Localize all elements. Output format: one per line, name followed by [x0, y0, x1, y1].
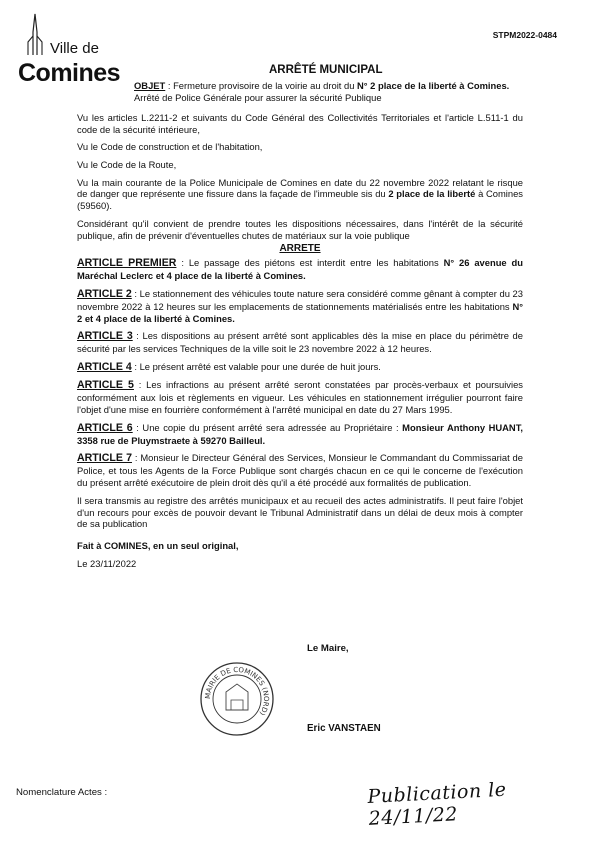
article-6-bold: Monsieur Anthony HUANT, 3358 rue de Pluymstraete à 59270 Bailleul.	[77, 421, 523, 446]
article-6	[77, 422, 523, 447]
vu4-end: à Comines (59560).	[77, 188, 523, 212]
city-logo	[18, 12, 128, 87]
article-1-label: ARTICLE PREMIER	[77, 257, 177, 270]
vu4-bold: 2 place de la liberté	[388, 188, 476, 200]
nomenclature-label: Nomenclature Actes :	[16, 787, 108, 798]
vu-paragraph-4	[77, 177, 523, 213]
article-6-text: : Une copie du présent arrêté sera adressée au Propriétaire :	[132, 421, 403, 433]
article-1-bold: N° 26 avenue du Maréchal Leclerc et 4 place de la liberté à Comines.	[77, 257, 523, 282]
document-date: Le 23/11/2022	[77, 557, 137, 569]
article-4-label: ARTICLE 4	[77, 360, 132, 373]
document-title: ARRÊTÉ MUNICIPAL	[269, 64, 383, 76]
article-1-text: : Le passage des piétons est interdit entre les habitations	[176, 257, 444, 269]
article-3-text: : Les dispositions au présent arrêté sont applicables dès la mise en place du périmètre de sécurité par les services Techniques de la ville soit le 23 novembre 2022 à 12 heures.	[77, 330, 523, 355]
article-7	[77, 452, 523, 489]
article-7-label: ARTICLE 7	[77, 452, 132, 465]
objet-bold: N° 2 place de la liberté à Comines.	[357, 80, 510, 91]
transmission-paragraph: Il sera transmis au registre des arrêtés municipaux et au recueil des actes administratifs. Il peut faire l'objet d'un recours pour excès de pouvoir devant le Tribunal Administratif dans un délai de deux mois à compter de sa publication	[77, 494, 523, 530]
article-5-label: ARTICLE 5	[77, 379, 134, 392]
handwritten-publication-note: Publication le 24/11/22	[367, 778, 508, 830]
reference-number: STPM2022-0484	[492, 30, 557, 40]
considerant-paragraph: Considérant qu'il convient de prendre toutes les dispositions nécessaires, dans l'intérêt de la sécurité publique, afin de prévenir d'éventuelles chutes de matériaux sur la voie publique	[77, 217, 523, 241]
document-body	[77, 80, 523, 576]
article-5	[77, 379, 523, 416]
arrete-heading: ARRETE	[279, 243, 321, 255]
seal-text: MAIRIE DE COMINES (NORD)	[203, 665, 271, 717]
vu-paragraph-1: Vu les articles L.2211-2 et suivants du Code Général des Collectivités Territoriales et l'article L.511-1 du code de la sécurité intérieure,	[77, 111, 523, 135]
maire-label: Le Maire,	[307, 643, 349, 654]
article-2-bold: N° 2 et 4 place de la liberté à Comines.	[77, 300, 523, 324]
article-3	[77, 330, 523, 355]
signer-name: Eric VANSTAEN	[307, 723, 381, 734]
logo-line2: Comines	[18, 59, 121, 87]
article-6-label: ARTICLE 6	[77, 421, 133, 434]
article-2-text: : Le stationnement des véhicules toute nature sera considéré comme gênant à compter du 23 novembre 2022 à 12 heures sur les emplacements de stationnements matérialisés entre les habitations	[77, 287, 523, 312]
article-5-text: : Les infractions au présent arrêté seront constatées par procès-verbaux et poursuivies conformément aux lois et règlements en vigueur. Les véhicules en stationnement irrégulier pourront faire l'objet d'une mise en fourrière conformément à l'arrêté municipal en date du 27 Mars 1995.	[77, 379, 523, 416]
objet-text: : Fermeture provisoire de la voirie au droit du	[165, 80, 358, 91]
article-2-label: ARTICLE 2	[77, 287, 132, 300]
article-7-text: : Monsieur le Directeur Général des Services, Monsieur le Commandant du Commissariat de Police, et tous les Agents de la Force Publique sont chargés chacun en ce qui le concerne de l'exécution du présent arrêté exécutoire de plein droit dès qu'il a été procédé aux formalités de publication.	[77, 452, 523, 489]
article-4-text: : Le présent arrêté est valable pour une durée de huit jours.	[131, 360, 381, 372]
fait-a: Fait à COMINES, en un seul original,	[77, 540, 239, 552]
mairie-seal-stamp	[198, 660, 276, 738]
article-2	[77, 288, 523, 325]
article-1	[77, 257, 523, 282]
church-spire-icon	[24, 12, 46, 56]
objet-label: OBJET	[134, 80, 166, 91]
objet-section	[77, 80, 523, 104]
vu-paragraph-3: Vu le Code de la Route,	[77, 158, 177, 170]
article-3-label: ARTICLE 3	[77, 330, 133, 343]
article-4	[77, 361, 523, 374]
logo-line1: Ville de	[50, 40, 99, 57]
objet-line2: Arrêté de Police Générale pour assurer la sécurité Publique	[134, 91, 382, 103]
vu4-text: Vu la main courante de la Police Municipale de Comines en date du 22 novembre 2022 relatant le risque de danger que représente une fissure dans la façade de l'immeuble sis du	[77, 176, 523, 200]
vu-paragraph-2: Vu le Code de construction et de l'habitation,	[77, 141, 263, 153]
